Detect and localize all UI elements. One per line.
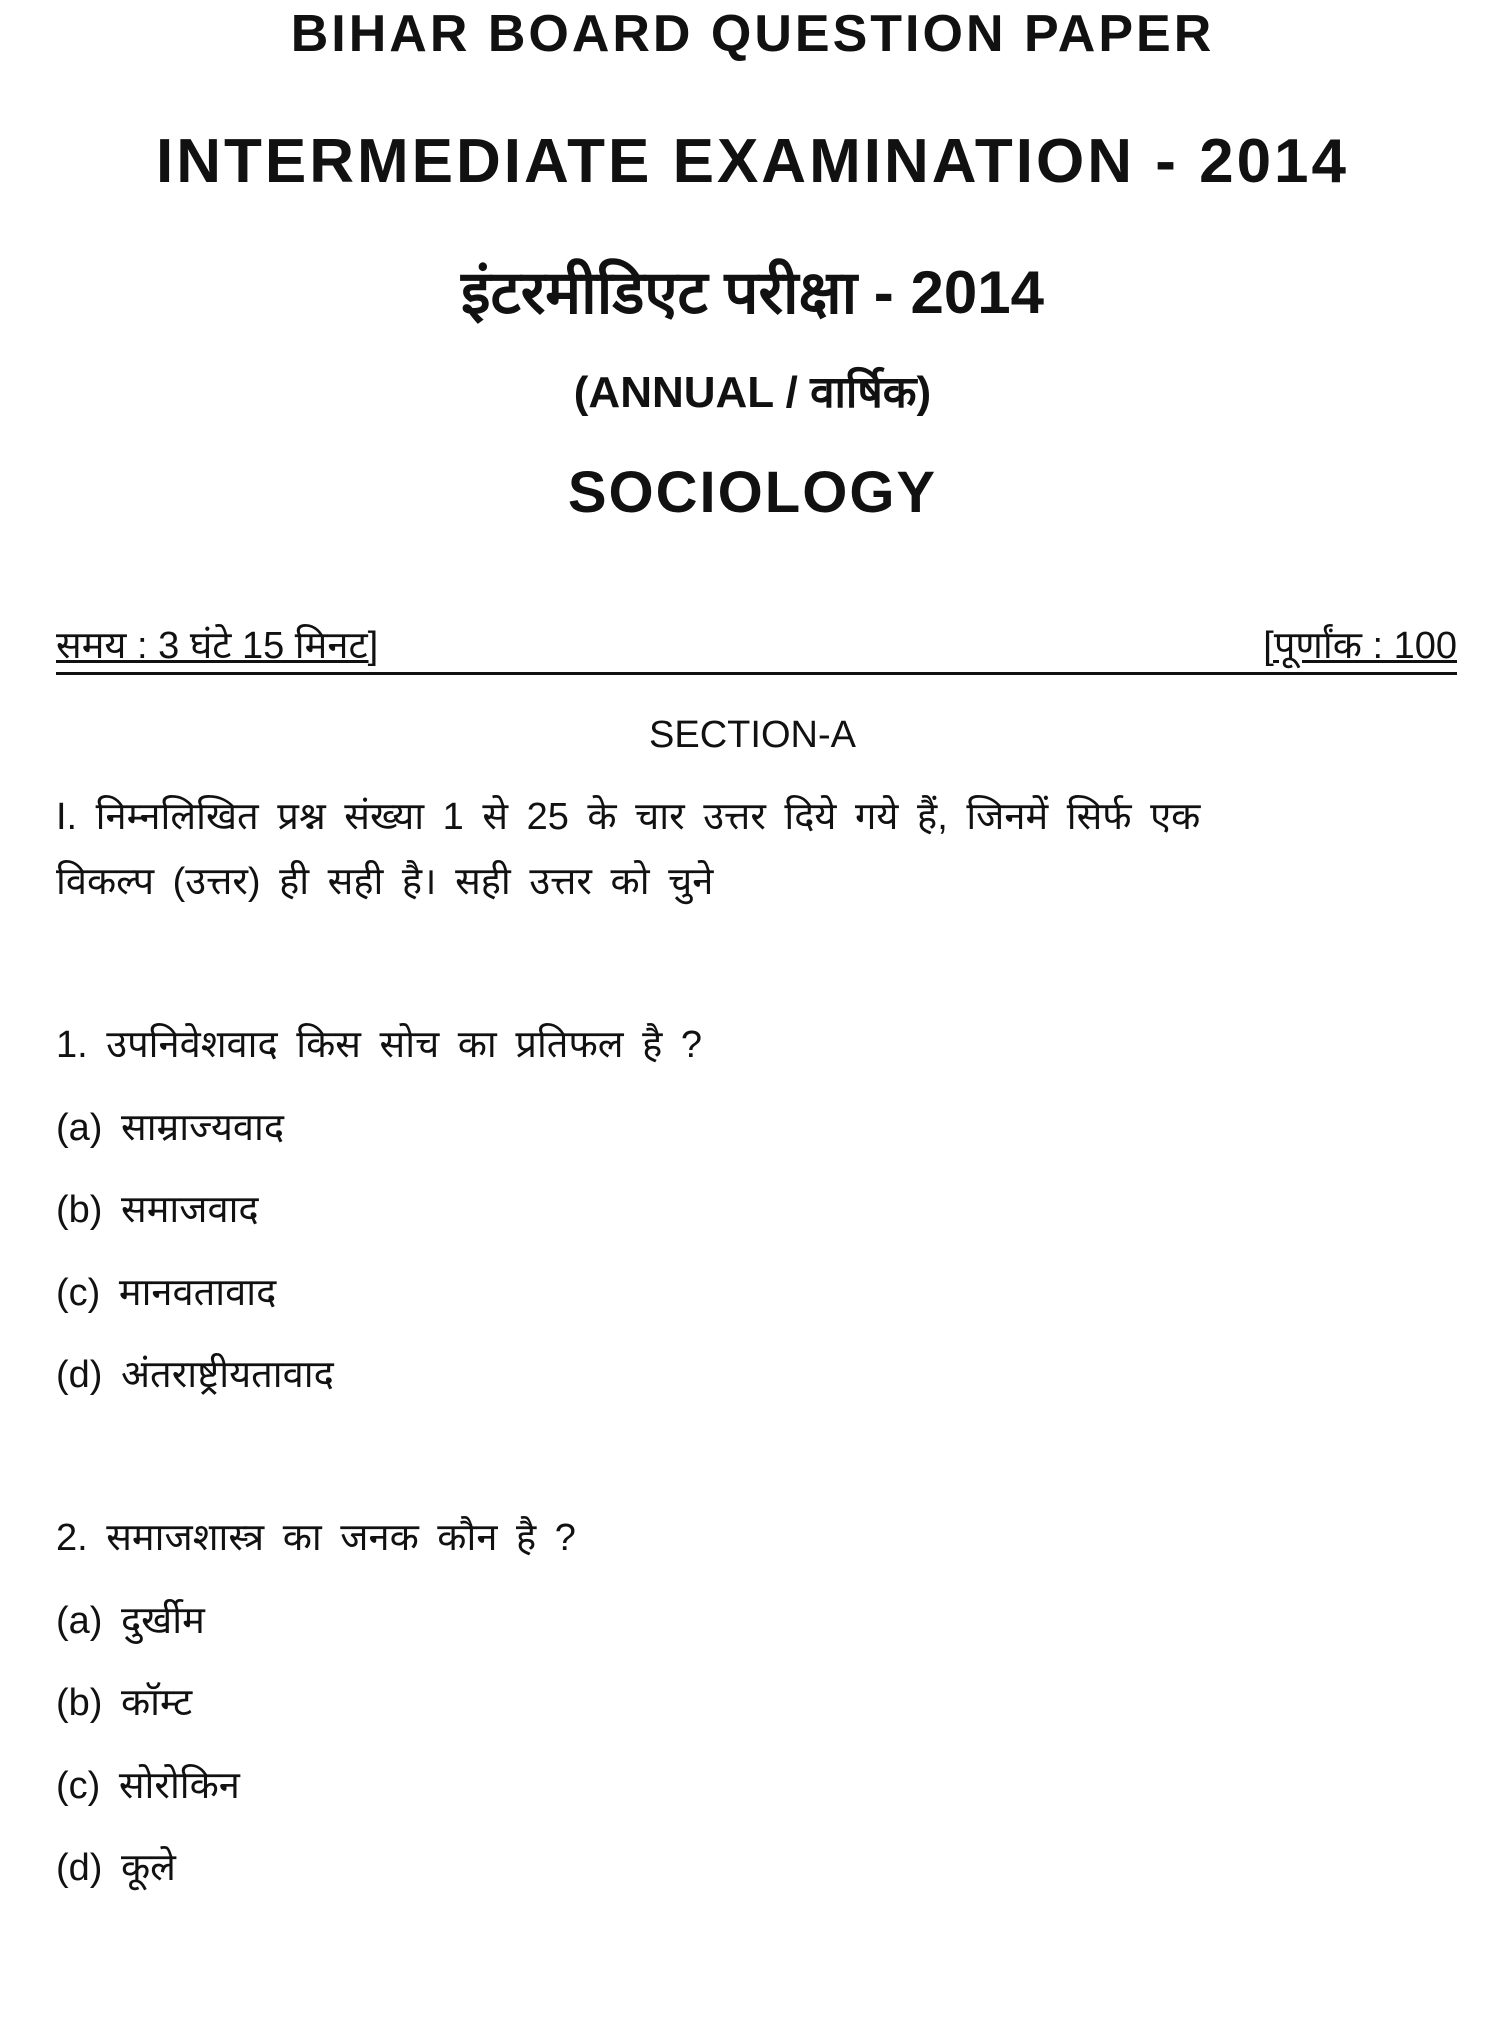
instructions-line-2: विकल्प (उत्तर) ही सही है। सही उत्तर को चुने xyxy=(56,861,714,903)
section-heading: SECTION-A xyxy=(649,714,856,756)
option: (a) दुर्खीम xyxy=(56,1600,205,1642)
instructions-line-1: I. निम्नलिखित प्रश्न संख्या 1 से 25 के चार उत्तर दिये गये हैं, जिनमें सिर्फ एक xyxy=(56,796,1201,838)
option: (b) कॉम्ट xyxy=(56,1682,193,1724)
time-allowed: समय : 3 घंटे 15 मिनट] xyxy=(56,625,379,667)
header-title: BIHAR BOARD QUESTION PAPER xyxy=(290,5,1215,63)
question-text: 2. समाजशास्त्र का जनक कौन है ? xyxy=(56,1517,576,1559)
subject-title: SOCIOLOGY xyxy=(567,460,938,525)
option: (d) अंतराष्ट्रीयतावाद xyxy=(56,1354,334,1396)
option: (a) साम्राज्यवाद xyxy=(56,1107,285,1149)
exam-title-hindi: इंटरमीडिएट परीक्षा - 2014 xyxy=(461,259,1044,326)
exam-title: INTERMEDIATE EXAMINATION - 2014 xyxy=(155,127,1350,196)
option: (c) सोरोकिन xyxy=(56,1765,240,1807)
exam-meta-line xyxy=(56,625,1457,675)
question-text: 1. उपनिवेशवाद किस सोच का प्रतिफल है ? xyxy=(56,1024,702,1066)
option: (b) समाजवाद xyxy=(56,1189,259,1231)
full-marks: [पूर्णांक : 100 xyxy=(1263,625,1457,667)
option: (d) कूले xyxy=(56,1847,176,1889)
exam-type: (ANNUAL / वार्षिक) xyxy=(573,368,932,417)
option: (c) मानवतावाद xyxy=(56,1272,277,1314)
